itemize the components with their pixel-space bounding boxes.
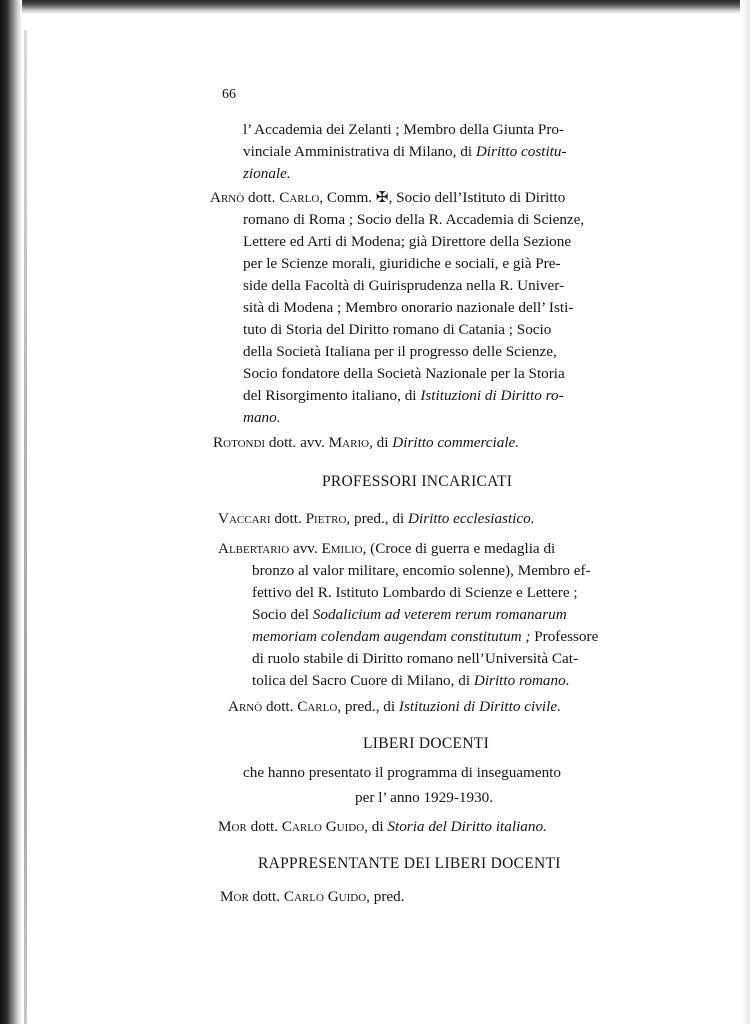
text-line: romano di Roma ; Socio della R. Accademia di Scienze,: [243, 211, 585, 228]
text-line: di ruolo stabile di Diritto romano nell’Università Cat-: [252, 650, 579, 667]
section-heading-rappresentante: RAPPRESENTANTE DEI LIBERI DOCENTI: [258, 855, 561, 872]
text-line: per le Scienze morali, giuridiche e sociali, e già Pre-: [243, 255, 561, 272]
entry-mor-pred: Mor dott. Carlo Guido, pred.: [220, 888, 405, 905]
scan-top-edge: [0, 0, 750, 14]
entry-albertario-first-line: Albertario avv. Emilio, (Croce di guerra e medaglia di: [218, 540, 556, 557]
text-line: sità di Modena ; Membro onorario nazionale dell’ Isti-: [243, 299, 574, 316]
scan-binding-shadow: [24, 30, 27, 1024]
text-line: Socio fondatore della Società Nazionale per la Storia: [243, 365, 565, 382]
text-line: del Risorgimento italiano, di Istituzioni di Diritto ro-: [243, 387, 564, 404]
text-line: memoriam colendam augendam constitutum ; Professore: [252, 628, 599, 645]
entry-rotondi: Rotondi dott. avv. Mario, di Diritto commerciale.: [213, 434, 520, 451]
entry-arno-pred: Arnò dott. Carlo, pred., di Istituzioni di Diritto civile.: [228, 698, 561, 715]
text-line: zionale.: [243, 165, 291, 182]
subtitle-line: per l’ anno 1929-1930.: [355, 789, 494, 806]
text-line: side della Facoltà di Guirisprudenza nella R. Univer-: [243, 277, 565, 294]
text-line: vinciale Amministrativa di Milano, di Diritto costitu-: [243, 143, 567, 160]
text-line: della Società Italiana per il progresso delle Scienze,: [243, 343, 557, 360]
text-line: fettivo del R. Istituto Lombardo di Scienze e Lettere ;: [252, 584, 578, 601]
text-line: l’ Accademia dei Zelanti ; Membro della Giunta Pro-: [243, 121, 565, 138]
text-line: tolica del Sacro Cuore di Milano, di Diritto romano.: [252, 672, 570, 689]
text-line: mano.: [243, 409, 281, 426]
section-heading-liberi-docenti: LIBERI DOCENTI: [363, 735, 490, 752]
text-line: tuto di Storia del Diritto romano di Catania ; Socio: [243, 321, 552, 338]
section-heading-incaricati: PROFESSORI INCARICATI: [322, 473, 513, 490]
scan-right-edge: [740, 0, 750, 1024]
text-line: bronzo al valor militare, encomio solenne), Membro ef-: [252, 562, 591, 579]
page-number: 66: [222, 87, 236, 102]
entry-arno-first-line: Arnò dott. Carlo, Comm. ✠, Socio dell’Istituto di Diritto: [210, 189, 566, 206]
subtitle-line: che hanno presentato il programma di inseguamento: [243, 764, 561, 781]
scan-binding-edge: [0, 0, 22, 1024]
entry-vaccari: Vaccari dott. Pietro, pred., di Diritto ecclesiastico.: [218, 510, 535, 527]
text-line: Lettere ed Arti di Modena; già Direttore della Sezione: [243, 233, 572, 250]
text-line: Socio del Sodalicium ad veterem rerum romanarum: [252, 606, 567, 623]
entry-mor: Mor dott. Carlo Guido, di Storia del Diritto italiano.: [218, 818, 547, 835]
